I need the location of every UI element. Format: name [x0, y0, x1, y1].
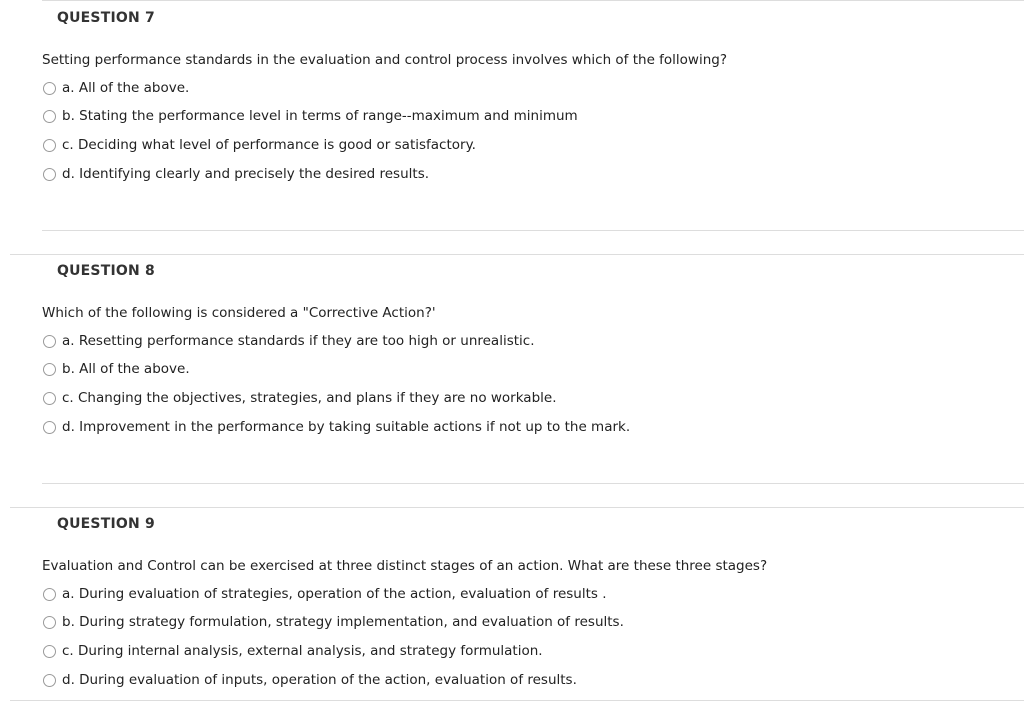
question-9-text: Evaluation and Control can be exercised at three distinct stages of an action. What are these three stages? — [42, 558, 768, 574]
question-7-text: Setting performance standards in the evaluation and control process involves which of the following? — [42, 52, 728, 68]
option-label: c. During internal analysis, external analysis, and strategy formulation. — [62, 643, 543, 659]
radio-button[interactable] — [43, 674, 56, 687]
option-label: b. During strategy formulation, strategy implementation, and evaluation of results. — [62, 614, 624, 630]
radio-button[interactable] — [43, 363, 56, 376]
radio-button[interactable] — [43, 110, 56, 123]
radio-button[interactable] — [43, 335, 56, 348]
option-label: d. During evaluation of inputs, operation of the action, evaluation of results. — [62, 672, 577, 688]
top-divider — [42, 0, 1024, 1]
option-label: c. Changing the objectives, strategies, and plans if they are no workable. — [62, 390, 557, 406]
radio-button[interactable] — [43, 139, 56, 152]
question-9-option-b[interactable] — [43, 612, 624, 632]
question-8-top-divider — [10, 254, 1024, 255]
radio-button[interactable] — [43, 645, 56, 658]
option-label: b. Stating the performance level in terms of range--maximum and minimum — [62, 108, 578, 124]
option-label: a. Resetting performance standards if they are too high or unrealistic. — [62, 333, 535, 349]
question-7-option-a[interactable] — [43, 78, 189, 98]
radio-button[interactable] — [43, 168, 56, 181]
question-7-option-c[interactable] — [43, 135, 476, 155]
question-8-option-a[interactable] — [43, 331, 535, 351]
question-9-top-divider — [10, 507, 1024, 508]
question-7-title: QUESTION 7 — [57, 10, 155, 26]
radio-button[interactable] — [43, 82, 56, 95]
question-9-option-a[interactable] — [43, 584, 607, 604]
radio-button[interactable] — [43, 392, 56, 405]
question-8-text: Which of the following is considered a "Corrective Action?' — [42, 305, 436, 321]
question-8-option-c[interactable] — [43, 388, 557, 408]
question-8-title: QUESTION 8 — [57, 263, 155, 279]
question-8-option-d[interactable] — [43, 417, 630, 437]
question-8-option-b[interactable] — [43, 359, 190, 379]
radio-button[interactable] — [43, 588, 56, 601]
radio-button[interactable] — [43, 421, 56, 434]
option-label: d. Identifying clearly and precisely the desired results. — [62, 166, 430, 182]
option-label: a. All of the above. — [62, 80, 190, 96]
option-label: d. Improvement in the performance by taking suitable actions if not up to the mark. — [62, 419, 631, 435]
question-9-option-c[interactable] — [43, 641, 543, 661]
question-7-option-b[interactable] — [43, 106, 578, 126]
option-label: c. Deciding what level of performance is good or satisfactory. — [62, 137, 476, 153]
option-label: a. During evaluation of strategies, operation of the action, evaluation of results . — [62, 586, 607, 602]
question-7-option-d[interactable] — [43, 164, 429, 184]
question-9-title: QUESTION 9 — [57, 516, 155, 532]
question-7-bottom-divider — [42, 230, 1024, 231]
option-label: b. All of the above. — [62, 361, 190, 377]
radio-button[interactable] — [43, 616, 56, 629]
question-8-bottom-divider — [42, 483, 1024, 484]
question-9-option-d[interactable] — [43, 670, 577, 690]
